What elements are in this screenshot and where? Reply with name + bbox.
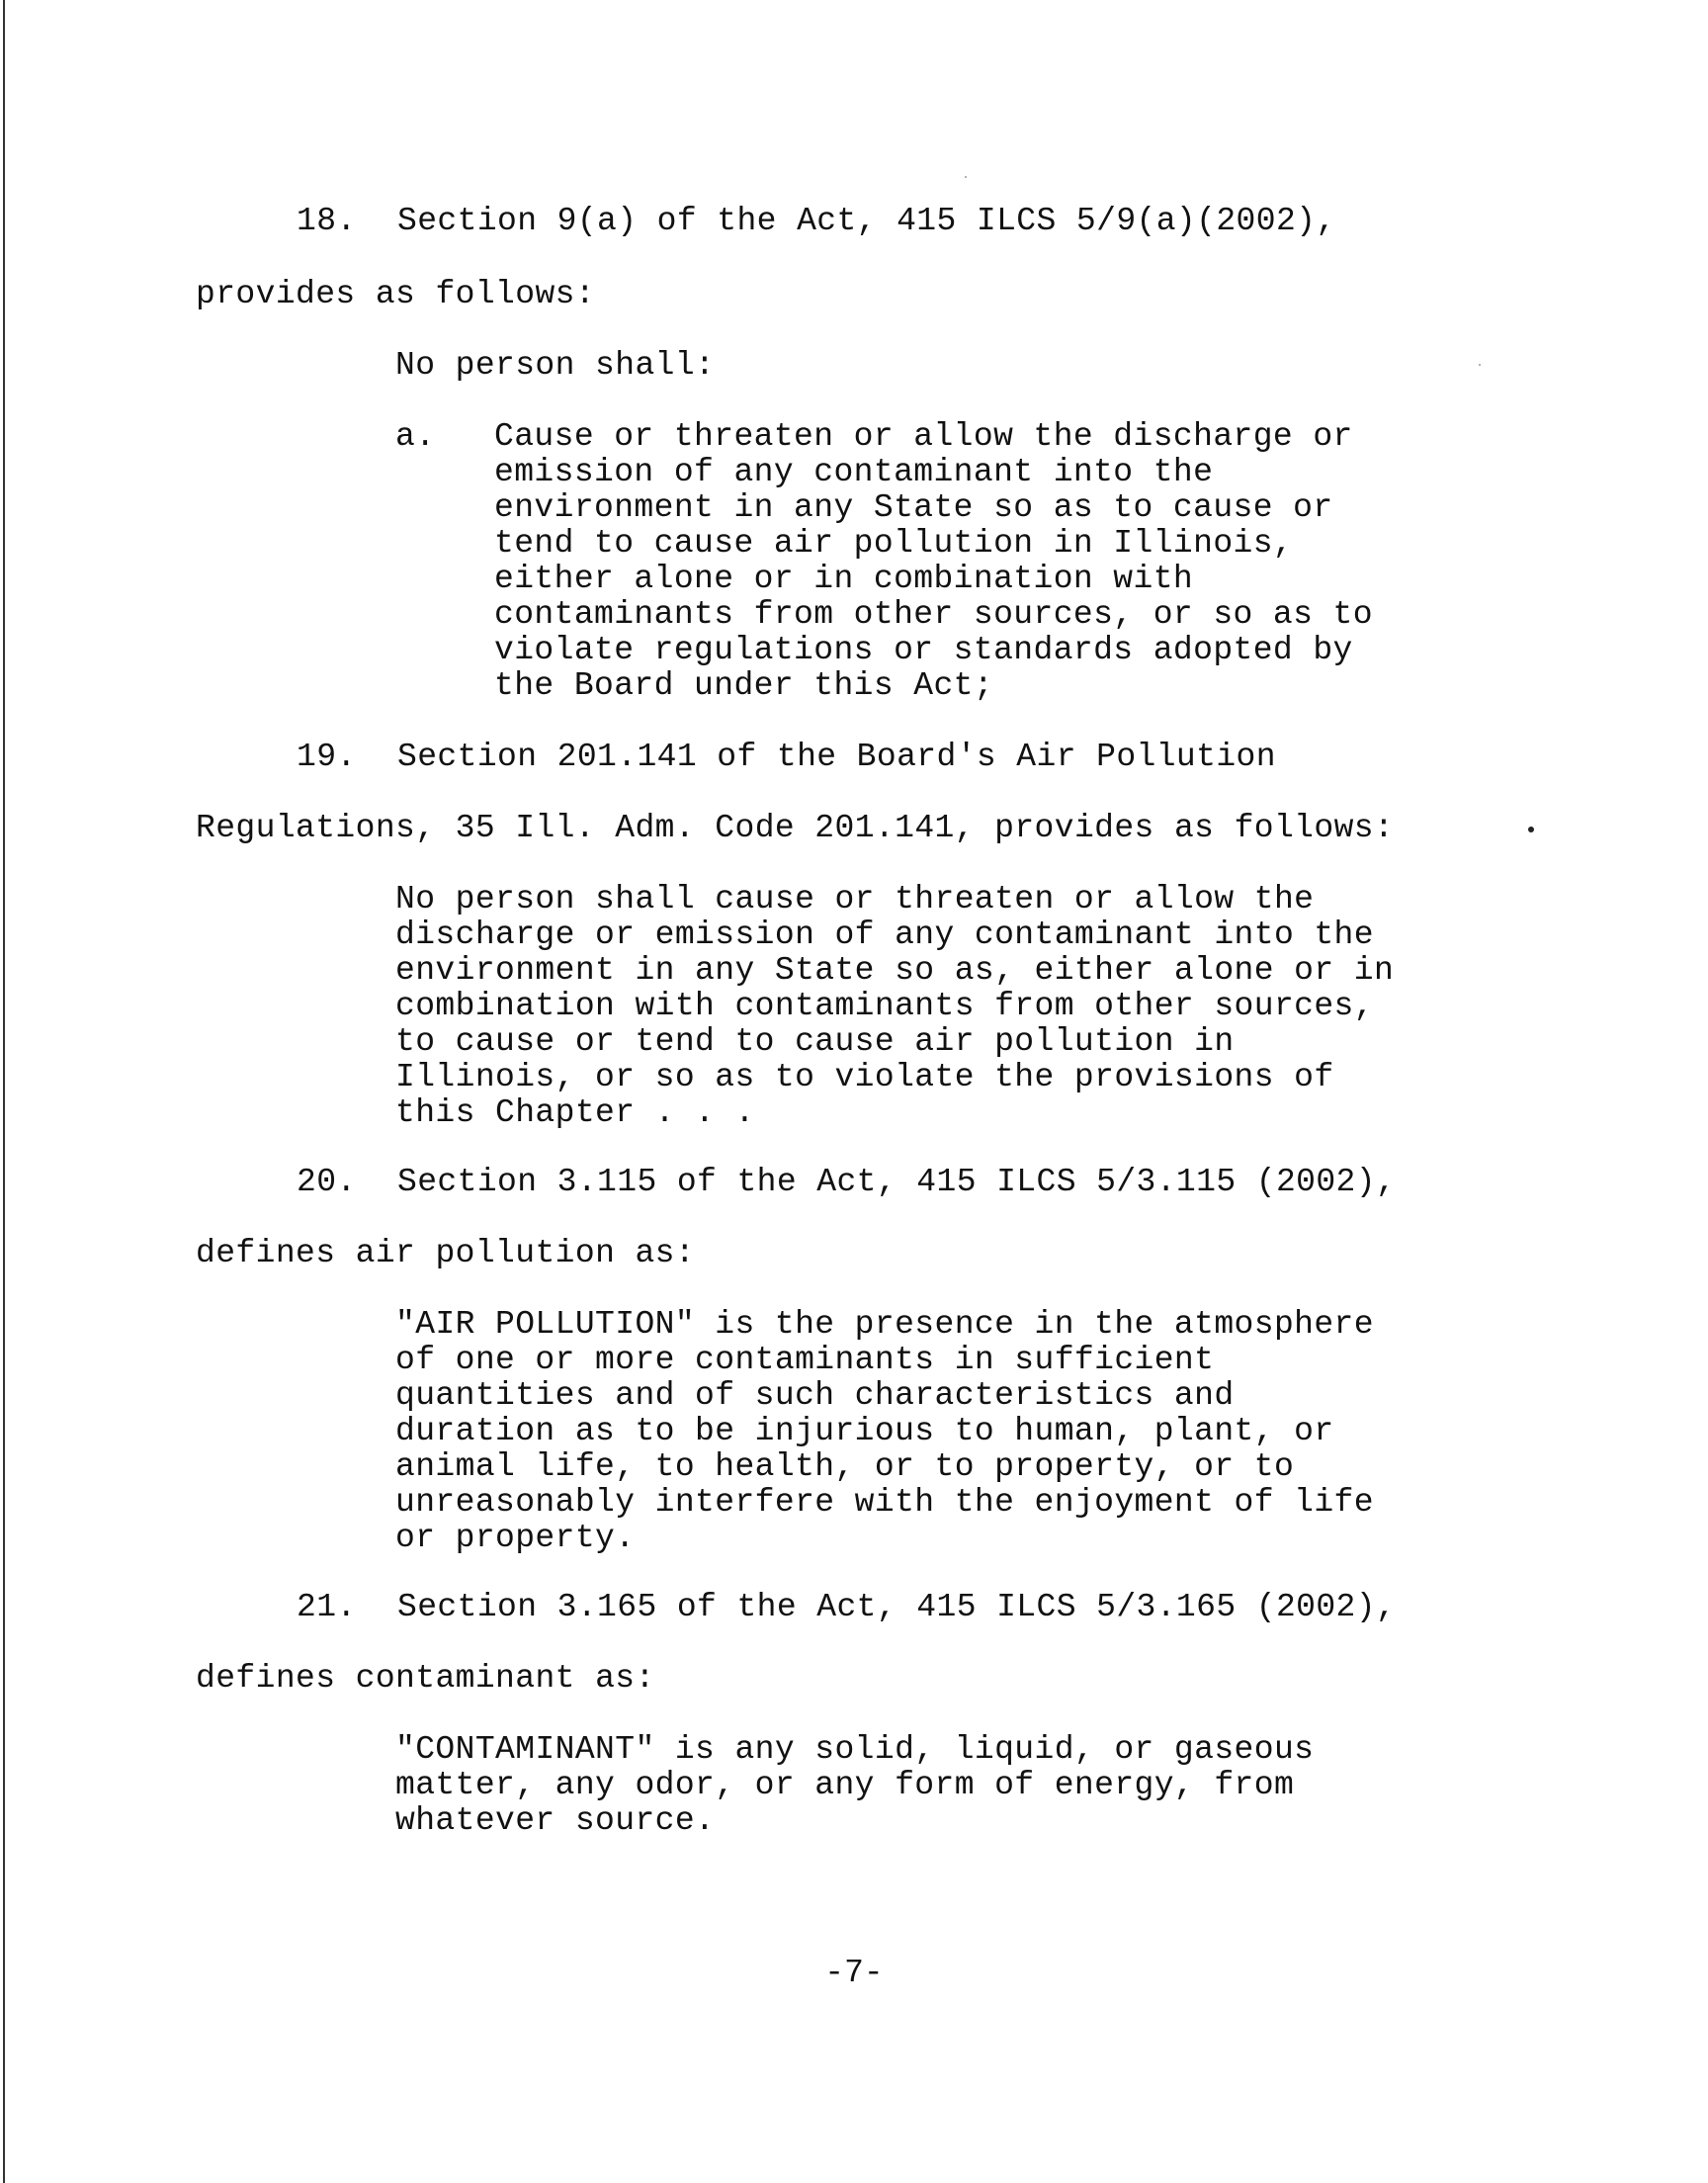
quote-line: matter, any odor, or any form of energy, from [395,1767,1295,1803]
scan-speck [1528,827,1534,832]
paragraph-21-first-line: Section 3.165 of the Act, 415 ILCS 5/3.165 (2002), [397,1589,1397,1625]
quote-line: combination with contaminants from other sources, [395,988,1374,1024]
quote-line: "AIR POLLUTION" is the presence in the atmosphere [395,1306,1374,1343]
quote-line: "CONTAMINANT" is any solid, liquid, or gaseous [395,1731,1315,1768]
quote-line: or property. [395,1520,636,1556]
quote-line: unreasonably interfere with the enjoyment of life [395,1484,1374,1521]
quote-intro: No person shall: [395,347,716,384]
quote-line: No person shall cause or threaten or allow the [395,881,1315,917]
scan-speck [1479,364,1481,366]
paragraph-20-number: 20. [297,1164,357,1200]
paragraph-20-first-line: Section 3.115 of the Act, 415 ILCS 5/3.115 (2002), [397,1164,1397,1200]
quote-item-line: environment in any State so as to cause or [494,489,1333,526]
quote-item-line: violate regulations or standards adopted by [494,632,1353,668]
paragraph-19-number: 19. [297,739,357,775]
paragraph-20-continuation: defines air pollution as: [196,1235,696,1271]
quote-item-line: contaminants from other sources, or so as to [494,596,1373,633]
page-number: -7- [824,1955,884,1991]
quote-line: whatever source. [395,1802,716,1839]
quote-line: animal life, to health, or to property, or to [395,1448,1295,1485]
paragraph-19-first-line: Section 201.141 of the Board's Air Pollution [397,739,1276,775]
paragraph-19-continuation: Regulations, 35 Ill. Adm. Code 201.141, provides as follows: [196,810,1395,846]
quote-item-line: the Board under this Act; [494,667,994,704]
quote-item-line: Cause or threaten or allow the discharge or [494,418,1353,455]
quote-line: duration as to be injurious to human, plant, or [395,1413,1334,1449]
quote-line: this Chapter . . . [395,1094,755,1131]
quote-item-line: tend to cause air pollution in Illinois, [494,525,1294,562]
paragraph-21-continuation: defines contaminant as: [196,1660,655,1697]
scan-edge-line [3,0,5,2183]
paragraph-18-first-line: Section 9(a) of the Act, 415 ILCS 5/9(a)(2002), [397,203,1336,239]
quote-line: to cause or tend to cause air pollution in [395,1023,1235,1060]
quote-line: discharge or emission of any contaminant into the [395,917,1374,953]
quote-line: quantities and of such characteristics and [395,1377,1235,1414]
quote-item-line: emission of any contaminant into the [494,454,1214,490]
paragraph-18-number: 18. [297,203,357,239]
quote-line: Illinois, or so as to violate the provisions of [395,1059,1334,1095]
paragraph-21-number: 21. [297,1589,357,1625]
quote-line: environment in any State so as, either alone or in [395,952,1395,989]
paragraph-18-continuation: provides as follows: [196,276,596,312]
quote-item-label: a. [395,418,436,455]
quote-line: of one or more contaminants in sufficient [395,1342,1215,1378]
quote-item-line: either alone or in combination with [494,561,1194,597]
scan-speck [965,176,967,178]
